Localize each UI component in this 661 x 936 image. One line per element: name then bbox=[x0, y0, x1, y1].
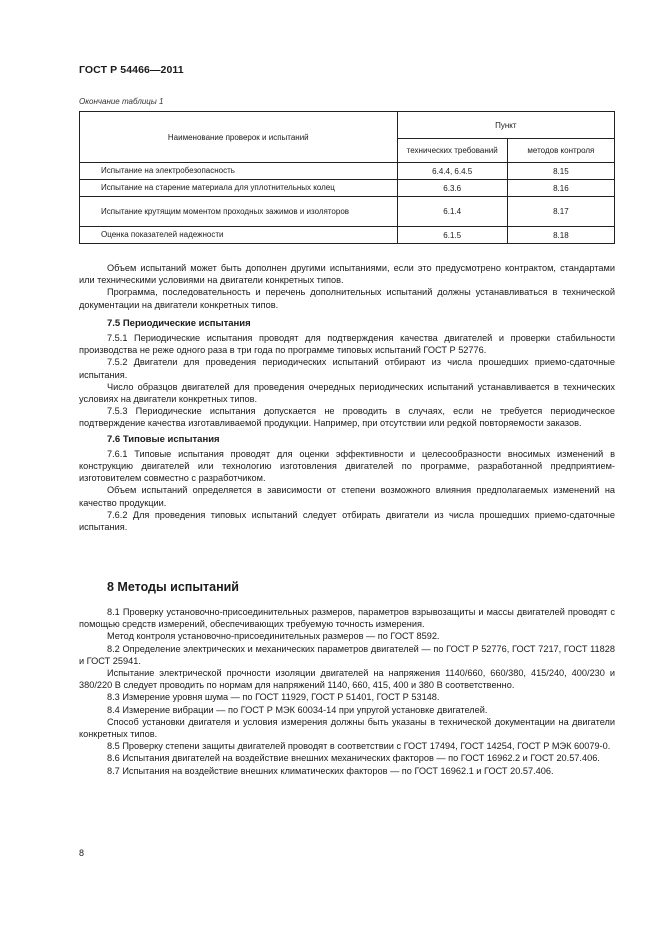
paragraph: Объем испытаний может быть дополнен другими испытаниями, если это предусмотрено контрактом, стандартами или техническими условиями на двигатели конкретных типов. bbox=[79, 263, 615, 286]
paragraph: 7.5.1 Периодические испытания проводят для подтверждения качества двигателей и проверки стабильности производства не реже одного раза в три года по программе типовых испытаний ГОСТ Р 52776. bbox=[79, 333, 615, 356]
paragraph: Испытание электрической прочности изоляции двигателей на напряжения 1140/660, 660/380, 415/240, 400/230 и 380/220 В следует проводить по нормам для напряжений 1140, 660, 415, 400 и 380 В соответственно. bbox=[79, 668, 615, 691]
table-row bbox=[80, 163, 615, 180]
table-caption: Окончание таблицы 1 bbox=[79, 97, 164, 106]
heading-7-5: 7.5 Периодические испытания bbox=[107, 317, 251, 329]
section-8-heading: 8 Методы испытаний bbox=[107, 580, 239, 594]
paragraph: 7.6.2 Для проведения типовых испытаний следует отбирать двигатели из числа прошедших приемо-сдаточные испытания. bbox=[79, 509, 615, 533]
heading-7-6: 7.6 Типовые испытания bbox=[107, 433, 220, 445]
row-method: 8.15 bbox=[507, 163, 614, 180]
row-tech: 6.4.4, 6.4.5 bbox=[397, 163, 507, 180]
row-name: Испытание на старение материала для уплотнительных колец bbox=[80, 180, 398, 197]
paragraph: Объем испытаний определяется в зависимости от степени возможного влияния предполагаемых изменений на качество продукции. bbox=[79, 485, 615, 508]
paragraph: 7.6.1 Типовые испытания проводят для оценки эффективности и целесообразности вносимых изменений в конструкцию двигателей или технологию изготовления двигателей по программе, разработанной предприятием-изготовителем совместно с разработчиком. bbox=[79, 448, 615, 484]
paragraph: 7.5.3 Периодические испытания допускается не проводить в случаях, если не требуется периодическое подтверждение качества изготавливаемой продукции. Например, при отсутствии или редкой повторяемости заказов. bbox=[79, 406, 615, 429]
paragraph: 8.4 Измерение вибрации — по ГОСТ Р МЭК 60034-14 при упругой установке двигателей. bbox=[107, 704, 488, 715]
row-name: Оценка показателей надежности bbox=[80, 227, 398, 244]
row-tech: 6.1.4 bbox=[397, 197, 507, 227]
paragraph: 8.3 Измерение уровня шума — по ГОСТ 11929, ГОСТ Р 51401, ГОСТ Р 53148. bbox=[107, 692, 440, 703]
column-header-clause: Пункт bbox=[397, 112, 614, 139]
paragraph: Число образцов двигателей для проведения очередных периодических испытаний устанавливается в технических условиях на двигатели конкретных типов. bbox=[79, 381, 615, 405]
row-method: 8.18 bbox=[507, 227, 614, 244]
row-name: Испытание на электробезопасность bbox=[80, 163, 398, 180]
table-row bbox=[80, 197, 615, 227]
paragraph: 8.6 Испытания двигателей на воздействие внешних механических факторов — по ГОСТ 16962.2 и ГОСТ 20.57.406. bbox=[107, 753, 600, 764]
row-method: 8.16 bbox=[507, 180, 614, 197]
table-row bbox=[80, 227, 615, 244]
row-method: 8.17 bbox=[507, 197, 614, 227]
paragraph: Способ установки двигателя и условия измерения должны быть указаны в технической документации на двигатели конкретных типов. bbox=[79, 716, 615, 740]
paragraph: 7.5.2 Двигатели для проведения периодических испытаний отбирают из числа прошедших приемо-сдаточные испытания. bbox=[79, 357, 615, 380]
column-header-method: методов контроля bbox=[507, 139, 614, 163]
column-header-name: Наименование проверок и испытаний bbox=[80, 112, 398, 163]
paragraph: 8.5 Проверку степени защиты двигателей проводят в соответствии с ГОСТ 17494, ГОСТ 14254, ГОСТ Р МЭК 60079-0. bbox=[107, 741, 611, 752]
paragraph: Программа, последовательность и перечень дополнительных испытаний должны устанавливаться в технической документации на двигатели конкретных типов. bbox=[79, 287, 615, 310]
row-tech: 6.1.5 bbox=[397, 227, 507, 244]
tests-table bbox=[79, 111, 615, 244]
row-name: Испытание крутящим моментом проходных зажимов и изоляторов bbox=[80, 197, 398, 227]
column-header-tech: технических требований bbox=[397, 139, 507, 163]
table-row bbox=[80, 180, 615, 197]
section-8-text bbox=[79, 606, 615, 777]
paragraph: 8.1 Проверку установочно-присоединительных размеров, параметров взрывозащиты и массы двигателей проводят с помощью средств измерений, обеспечивающих требуемую точность измерения. bbox=[79, 607, 615, 630]
section-7-text bbox=[79, 262, 615, 533]
page-number: 8 bbox=[79, 848, 85, 858]
standard-designation: ГОСТ Р 54466—2011 bbox=[79, 64, 184, 76]
paragraph: 8.2 Определение электрических и механических параметров двигателей — по ГОСТ Р 52776, ГОСТ 7217, ГОСТ 11828 и ГОСТ 25941. bbox=[79, 643, 615, 666]
row-tech: 6.3.6 bbox=[397, 180, 507, 197]
paragraph: 8.7 Испытания на воздействие внешних климатических факторов — по ГОСТ 16962.1 и ГОСТ 20.57.406. bbox=[107, 765, 554, 776]
paragraph: Метод контроля установочно-присоединительных размеров — по ГОСТ 8592. bbox=[107, 631, 440, 642]
